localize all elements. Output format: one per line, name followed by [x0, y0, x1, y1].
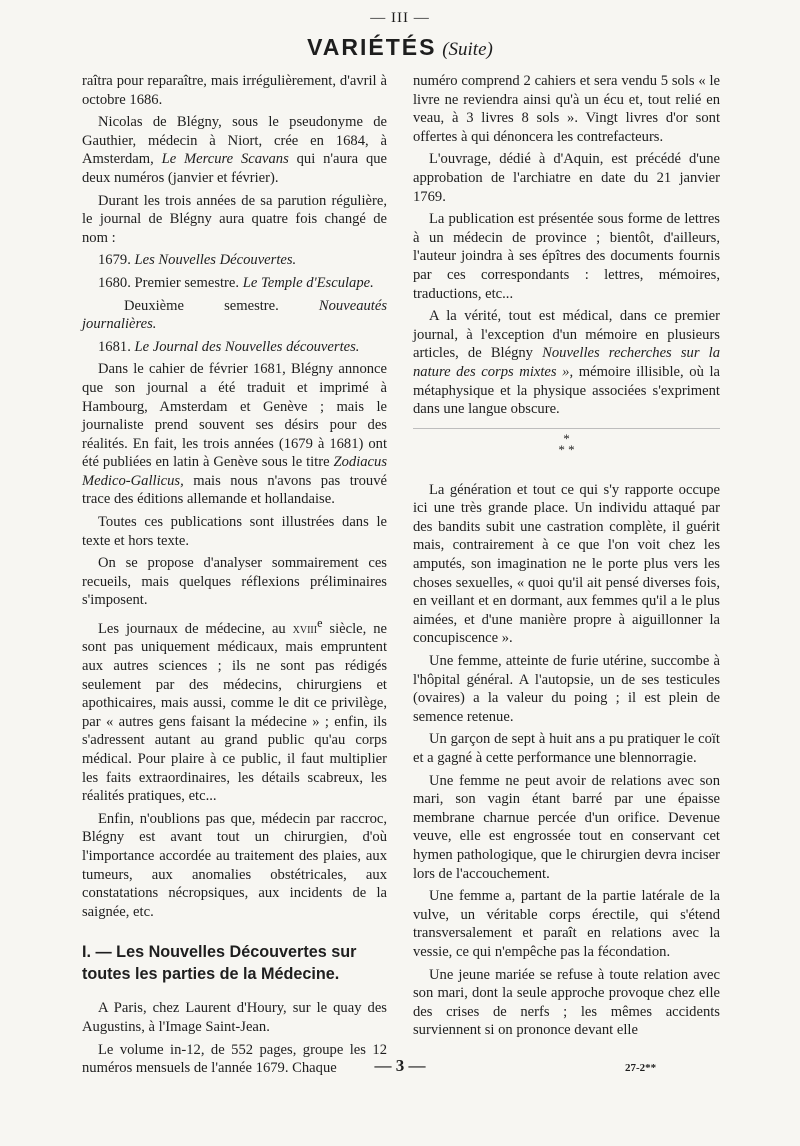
page-folio-top: — III — — [370, 10, 430, 26]
header-suite: (Suite) — [442, 39, 493, 60]
header-title: VARIÉTÉS — [307, 34, 437, 60]
divider — [413, 428, 720, 430]
paragraph: Enfin, n'oublions pas que, médecin par raccroc, Blégny est avant tout un chirurgien, d'où l'importance accordée au traitement des plaies, aux tumeurs, aux anomalies obstétricales, aux constatations nécropsiques, aux incidents de la saignée, etc. — [82, 810, 387, 920]
list-item: 1680. Premier semestre. Le Temple d'Esculape. — [98, 274, 374, 291]
paragraph: A Paris, chez Laurent d'Houry, sur le quay des Augustins, à l'Image Saint-Jean. — [82, 1000, 387, 1035]
paragraph: Une jeune mariée se refuse à toute relation avec son mari, dont la seule approche provoque chez elle des crises de nerfs ; les mêmes accidents surviennent si on prononce devant elle — [413, 966, 720, 1039]
page-number: — 3 — — [374, 1056, 426, 1075]
paragraph: La génération et tout ce qui s'y rapporte occupe ici une très grande place. Un individu attaqué par des bandits subit une castration complète, il guérit mais, contrairement à ce que l'on voit chez les amputés, son imagination ne le porte plus vers les choses sexuelles, « quoi qu'il ait pensé diverses fois, en veillant et en dormant, aux femmes qu'il a le plus aimées, et d'une manière propre à aiguillonner la concupiscence ». — [413, 481, 720, 647]
paragraph: A la vérité, tout est médical, dans ce premier journal, à l'exception d'un mémoire en plusieurs articles, de Blégny Nouvelles recherches sur la nature des corps mixtes », mémoire illisible, où la métaphysique et la physique associées s'expriment dans une langue obscure. — [413, 308, 721, 418]
paragraph: Un garçon de sept à huit ans a pu pratiquer le coït et a gagné à cette performance une blennorragie. — [413, 731, 720, 766]
asterism: * * * — [558, 430, 575, 457]
section-title: I. — Les Nouvelles Découvertes sur toutes les parties de la Médecine. — [82, 943, 357, 984]
paragraph: Dans le cahier de février 1681, Blégny annonce que son journal a été traduit et imprimé à Hambourg, Amsterdam et Genève ; mais le journaliste prend souvent ses désirs pour des réalités. En fait, les trois années (1679 à 1681) ont été publiées en latin à Genève sous le titre Zodiacus Medico-Gallicus, mais nous n'avons pas trouvé trace des éditions allemande et hollandaise. — [82, 361, 387, 508]
paragraph: numéro comprend 2 cahiers et sera vendu 5 sols « le livre ne reviendra ainsi qu'à un écu et, tout relié en veau, à 3 livres 8 sols ». Vingt livres d'or sont offertes à qui dénoncera les contrefacteurs. — [413, 73, 720, 145]
paragraph: raîtra pour reparaître, mais irrégulièrement, d'avril à octobre 1686. — [82, 73, 387, 108]
paragraph: Une femme a, partant de la partie latérale de la vulve, un véritable corps érectile, qui s'étend transversalement et paraît en relations avec la vessie, ce qui n'empêche pas la fécondation. — [413, 888, 720, 960]
paragraph: L'ouvrage, dédié à d'Aquin, est précédé d'une approbation de l'archiatre en date du 21 janvier 1769. — [413, 151, 720, 205]
paragraph: Les journaux de médecine, au xviii$^e$ siècle, ne sont pas uniquement médicaux, mais empruntent aux autres sciences ; ils ne sont pas rédigés seulement par des médecins, chirurgiens et apothicaires, mais aussi, comme le dit ce privilège, par « autres gens faisant la médecine » ; enfin, ils s'adressent autant au grand public qu'au corps médical. Pour plaire à ce public, il faut multiplier les faits extraordinaires, les détails scabreux, les réalités pratiques, etc... — [82, 616, 387, 805]
list-item: Deuxième semestre. Nouveautés journalières. — [82, 297, 387, 333]
paragraph: Durant les trois années de sa parution régulière, le journal de Blégny aura quatre fois changé de nom : — [82, 192, 387, 246]
paragraph: Une femme, atteinte de furie utérine, succombe à l'hôpital général. A l'autopsie, un de ses testicules (ovaires) a la valeur du poing ; il est plein de semence retenue. — [413, 653, 720, 725]
signature-mark: 27-2** — [625, 1062, 657, 1074]
paragraph: Le volume in-12, de 552 pages, groupe les 12 numéros mensuels de l'année 1679. Chaque — [82, 1041, 387, 1077]
list-item: 1679. Les Nouvelles Découvertes. — [98, 252, 297, 269]
paragraph: Nicolas de Blégny, sous le pseudonyme de Gauthier, médecin à Niort, crée en 1684, à Amsterdam, Le Mercure Scavans qui n'aura que deux numéros (janvier et février). — [82, 114, 388, 186]
paragraph: Toutes ces publications sont illustrées dans le texte et hors texte. — [82, 514, 387, 549]
running-header — [0, 34, 800, 61]
paragraph: On se propose d'analyser sommairement ces recueils, mais quelques réflexions préliminaires s'imposent. — [82, 555, 387, 609]
paragraph: Une femme ne peut avoir de relations avec son mari, son vagin étant barré par une épaisse membrane charnue percée d'un orifice. Devenue veuve, elle est engrossée tout en conservant cet hymen pathologique, que le chirurgien devra inciser lors de l'accouchement. — [413, 772, 720, 882]
list-item: 1681. Le Journal des Nouvelles découvertes. — [98, 338, 360, 355]
left-column — [82, 72, 387, 1082]
paragraph: La publication est présentée sous forme de lettres à un médecin de province ; bientôt, d'ailleurs, l'auteur joindra à ses épîtres des documents fournis par ces correspondants : lettres, mémoires, traductions, etc... — [413, 211, 720, 302]
right-column — [413, 72, 720, 1044]
